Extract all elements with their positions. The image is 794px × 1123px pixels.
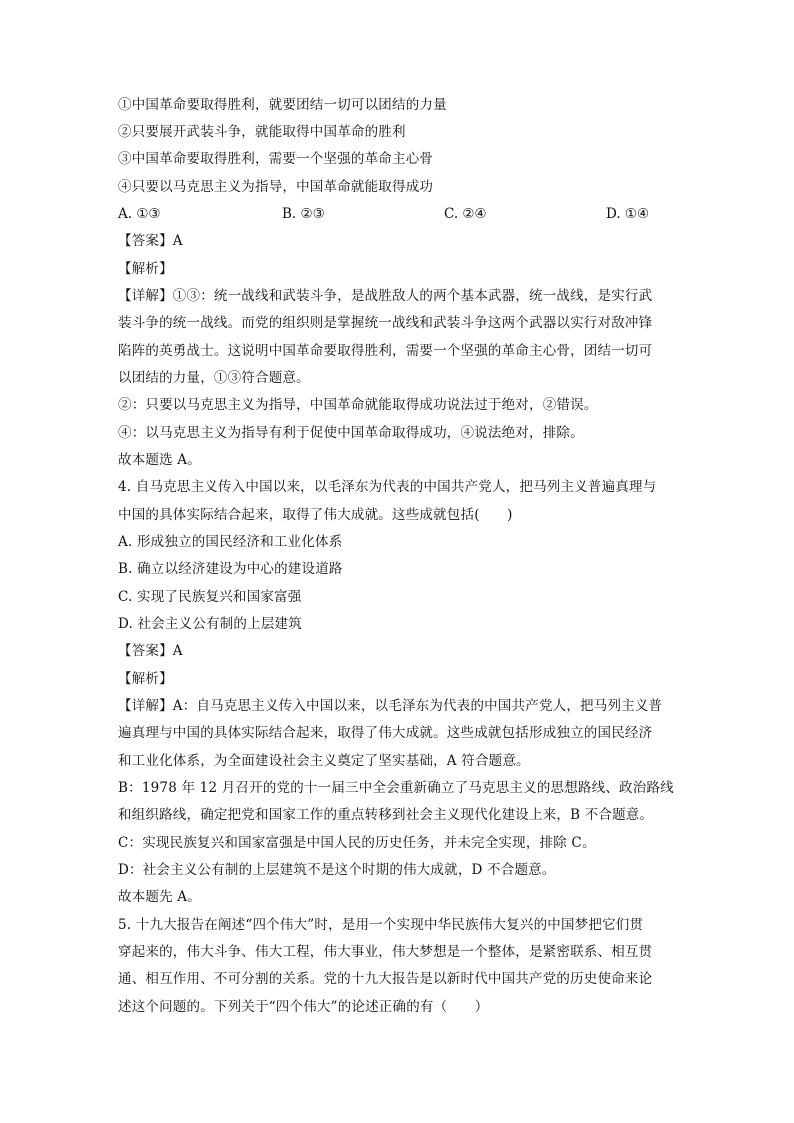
q4-detail-line: D：社会主义公有制的上层建筑不是这个时期的伟大成就，D 不合题意。 xyxy=(118,862,556,878)
q3-detail-line: 陷阵的英勇战士。这说明中国革命要取得胜利，需要一个坚强的革命主心骨，团结一切可 xyxy=(118,343,653,359)
q3-statement-4: ④只要以马克思主义为指导，中国革命就能取得成功 xyxy=(118,179,434,195)
q3-answer: 【答案】A xyxy=(118,233,183,249)
q4-stem-line: 4. 自马克思主义传入中国以来，以毛泽东为代表的中国共产党人，把马列主义普遍真理与 xyxy=(118,479,657,495)
q3-option-d: D. ①④ xyxy=(606,206,650,222)
q3-detail-line: ④：以马克思主义为指导有利于促使中国革命取得成功，④说法绝对，排除。 xyxy=(118,425,584,441)
q3-detail-line: 以团结的力量，①③符合题意。 xyxy=(118,370,310,386)
q3-statement-3: ③中国革命要取得胜利，需要一个坚强的革命主心骨 xyxy=(118,151,434,167)
q4-detail-line: 【详解】A：自马克思主义传入中国以来，以毛泽东为代表的中国共产党人，把马列主义普 xyxy=(118,698,663,714)
q4-option-c: C. 实现了民族复兴和国家富强 xyxy=(118,589,302,605)
q3-option-c: C. ②④ xyxy=(444,206,487,222)
q3-detail-line: 装斗争的统一战线。而党的组织则是掌握统一战线和武装斗争这两个武器以实行对敌冲锋 xyxy=(118,315,653,331)
q3-analysis-label: 【解析】 xyxy=(118,261,173,277)
q5-stem-line: 穿起来的，伟大斗争、伟大工程，伟大事业，伟大梦想是一个整体，是紧密联系、相互贯 xyxy=(118,944,653,960)
q3-statement-2: ②只要展开武装斗争，就能取得中国革命的胜利 xyxy=(118,124,406,140)
q3-statement-1: ①中国革命要取得胜利，就要团结一切可以团结的力量 xyxy=(118,97,447,113)
q4-stem-line: 中国的具体实际结合起来，取得了伟大成就。这些成就包括( ) xyxy=(118,507,513,523)
q4-detail-line: C：实现民族复兴和国家富强是中国人民的历史任务，并未完全实现，排除 C。 xyxy=(118,835,596,851)
q3-option-a: A. ①③ xyxy=(118,206,161,222)
q4-conclusion: 故本题先 A。 xyxy=(118,889,201,905)
q4-option-a: A. 形成独立的国民经济和工业化体系 xyxy=(118,534,343,550)
q5-stem-line: 述这个问题的。下列关于“四个伟大”的论述正确的有（ ） xyxy=(118,999,489,1015)
q4-option-d: D. 社会主义公有制的上层建筑 xyxy=(118,616,302,632)
q4-option-b: B. 确立以经济建设为中心的建设道路 xyxy=(118,561,343,577)
q5-stem-line: 5. 十九大报告在阐述“四个伟大”时，是用一个实现中华民族伟大复兴的中国梦把它们贯 xyxy=(118,917,644,933)
q4-analysis-label: 【解析】 xyxy=(118,671,173,687)
q5-stem-line: 通、相互作用、不可分割的关系。党的十九大报告是以新时代中国共产党的历史使命来论 xyxy=(118,971,653,987)
q4-detail-line: 和组织路线，确定把党和国家工作的重点转移到社会主义现代化建设上来，B 不合题意。 xyxy=(118,807,654,823)
q3-option-b: B. ②③ xyxy=(282,206,325,222)
q4-detail-line: B：1978 年 12 月召开的党的十一届三中全会重新确立了马克思主义的思想路线、政治路线 xyxy=(118,780,674,796)
q4-detail-line: 和工业化体系，为全面建设社会主义奠定了坚实基础，A 符合题意。 xyxy=(118,753,530,769)
q3-conclusion: 故本题选 A。 xyxy=(118,452,201,468)
q4-answer: 【答案】A xyxy=(118,643,183,659)
q3-detail-line: ②：只要以马克思主义为指导，中国革命就能取得成功说法过于绝对，②错误。 xyxy=(118,397,598,413)
q3-detail-line: 【详解】①③：统一战线和武装斗争，是战胜敌人的两个基本武器，统一战线，是实行武 xyxy=(118,288,653,304)
q4-detail-line: 遍真理与中国的具体实际结合起来，取得了伟大成就。这些成就包括形成独立的国民经济 xyxy=(118,725,653,741)
